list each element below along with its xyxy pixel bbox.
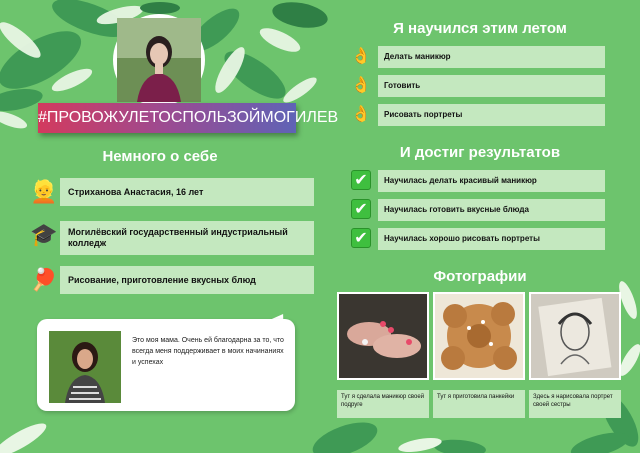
learned-title: Я научился этим летом bbox=[393, 20, 567, 37]
ok-hand-icon: 👌 bbox=[351, 106, 371, 123]
learned-item bbox=[349, 104, 605, 126]
mom-text: Это моя мама. Очень ей благодарна за то, что всегда меня поддерживает в моих начинаниях и успехах bbox=[132, 337, 284, 366]
info-row-name bbox=[30, 178, 300, 206]
about-title: Немного о себе bbox=[102, 148, 218, 165]
info-row-hobbies bbox=[30, 266, 300, 294]
learned-item-text: Делать маникюр bbox=[378, 46, 605, 68]
photo-card-pancakes bbox=[433, 292, 525, 428]
person-face-icon: 👱 bbox=[30, 179, 58, 204]
hashtag-banner: #ПРОВОЖУЛЕТОСПОЛЬЗОЙМОГИЛЕВ bbox=[38, 103, 296, 133]
photo-caption: Тут я сделала маникюр своей подруге bbox=[337, 390, 429, 418]
graduation-cap-icon: 🎓 bbox=[30, 222, 58, 247]
photo-card-manicure bbox=[337, 292, 429, 428]
info-hobbies-text: Рисование, приготовление вкусных блюд bbox=[60, 266, 314, 294]
check-mark-icon: ✔ bbox=[351, 170, 371, 190]
manicure-photo bbox=[337, 292, 429, 380]
learned-item bbox=[349, 75, 605, 97]
result-item-text: Научилась хорошо рисовать портреты bbox=[378, 228, 605, 250]
check-mark-icon: ✔ bbox=[351, 228, 371, 248]
result-item bbox=[349, 199, 605, 221]
result-item bbox=[349, 170, 605, 192]
learned-item-text: Рисовать портреты bbox=[378, 104, 605, 126]
results-title: И достиг результатов bbox=[399, 144, 561, 161]
mom-photo bbox=[49, 331, 121, 403]
learned-item-text: Готовить bbox=[378, 75, 605, 97]
profile-photo-image bbox=[117, 18, 201, 102]
info-row-college bbox=[30, 221, 300, 249]
photo-caption: Тут я приготовила панкейки bbox=[433, 390, 525, 418]
result-item-text: Научилась готовить вкусные блюда bbox=[378, 199, 605, 221]
portrait-drawing-photo bbox=[529, 292, 621, 380]
ok-hand-icon: 👌 bbox=[351, 48, 371, 65]
ping-pong-icon: 🏓 bbox=[30, 267, 58, 292]
photo-card-portrait bbox=[529, 292, 621, 428]
pancakes-photo bbox=[433, 292, 525, 380]
ok-hand-icon: 👌 bbox=[351, 77, 371, 94]
learned-item bbox=[349, 46, 605, 68]
result-item-text: Научилась делать красивый маникюр bbox=[378, 170, 605, 192]
info-college-text: Могилёвский государственный индустриальный колледж bbox=[60, 221, 314, 255]
photos-title: Фотографии bbox=[433, 268, 527, 285]
check-mark-icon: ✔ bbox=[351, 199, 371, 219]
result-item bbox=[349, 228, 605, 250]
mom-speech-bubble bbox=[37, 319, 295, 411]
info-name-text: Стриханова Анастасия, 16 лет bbox=[60, 178, 314, 206]
photo-caption: Здесь я нарисовала портрет своей сестры bbox=[529, 390, 621, 418]
profile-photo bbox=[113, 14, 205, 106]
